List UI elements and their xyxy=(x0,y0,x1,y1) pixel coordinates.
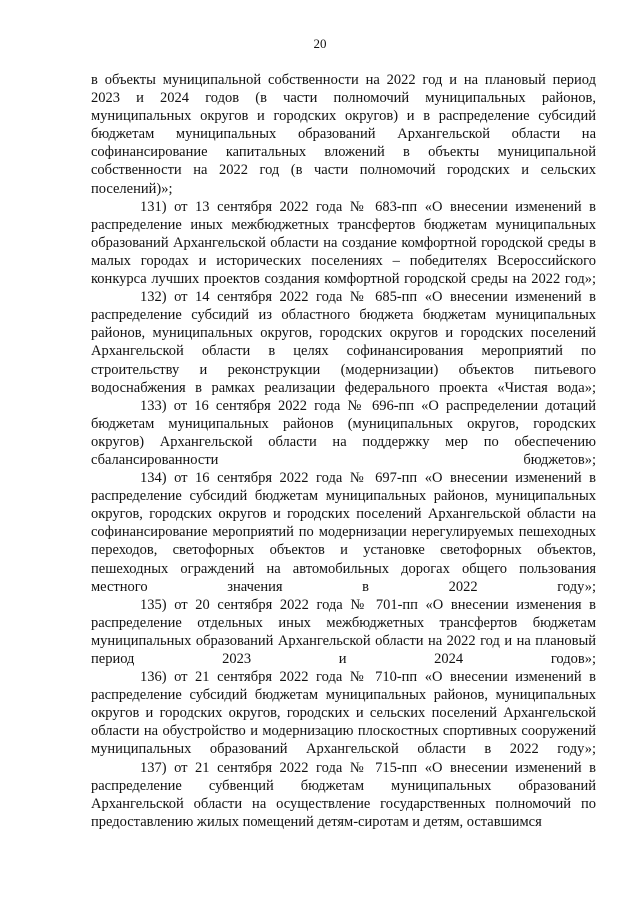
list-item-133: 133) от 16 сентября 2022 года № 696-пп «О распределении дотаций бюджетам муниципальных районов (муниципальных округов, городских округов) Архангельской области на поддержку мер по обеспечению сбалансированности бюджетов»; xyxy=(91,397,596,468)
page-number: 20 xyxy=(313,36,327,51)
document-body xyxy=(91,71,596,831)
list-item-135: 135) от 20 сентября 2022 года № 701-пп «О внесении изменения в распределение отдельных иных межбюджетных трансфертов бюджетам муниципальных образований Архангельской области на 2022 год и на плановый период 2023 и 2024 годов»; xyxy=(91,596,597,667)
paragraph-continuation: в объекты муниципальной собственности на 2022 год и на плановый период 2023 и 2024 годов (в части полномочий муниципальных районов, муниципальных округов и городских округов) и в распределение субсидий бюджетам муниципальных образований Архангельской области на софинансирование капитальных вложений в объекты муниципальной собственности на 2022 год (в части полномочий городских и сельских поселений)»; xyxy=(91,72,596,197)
list-item-137: 137) от 21 сентября 2022 года № 715-пп «О внесении изменений в распределение субвенций бюджетам муниципальных образований Архангельской области на осуществление государственных полномочий по предоставлению жилых помещений детям-сиротам и детям, оставшимся xyxy=(91,759,596,830)
list-item-131: 131) от 13 сентября 2022 года № 683-пп «О внесении изменений в распределение иных межбюджетных трансфертов бюджетам муниципальных образований Архангельской области на создание комфортной городской среды в малых городах и исторических поселениях – победителях Всероссийского конкурса лучших проектов создания комфортной городской среды на 2022 год»; xyxy=(91,198,597,288)
list-item-136: 136) от 21 сентября 2022 года № 710-пп «О внесении изменений в распределение субсидий бюджетам муниципальных районов, муниципальных округов и городских округов, городских и сельских поселений Архангельской области на обустройство и модернизацию плоскостных спортивных сооружений муниципальных образований Архангельской области в 2022 году»; xyxy=(91,669,597,758)
list-item-134: 134) от 16 сентября 2022 года № 697-пп «О внесении изменений в распределение субсидий бюджетам муниципальных районов, муниципальных округов, городских округов и городских поселений Архангельской области на софинансирование мероприятий по модернизации нерегулируемых пешеходных переходов, светофорных объектов и установке светофорных объектов, пешеходных ограждений на автомобильных дорогах общего пользования местного значения в 2022 году»; xyxy=(91,470,597,595)
list-item-132: 132) от 14 сентября 2022 года № 685-пп «О внесении изменений в распределение субсидий из областного бюджета бюджетам муниципальных районов, муниципальных округов, городских округов и городских поселений Архангельской области в целях софинансирования мероприятий по строительству и реконструкции (модернизации) объектов питьевого водоснабжения в рамках реализации федерального проекта «Чистая вода»; xyxy=(91,289,596,396)
